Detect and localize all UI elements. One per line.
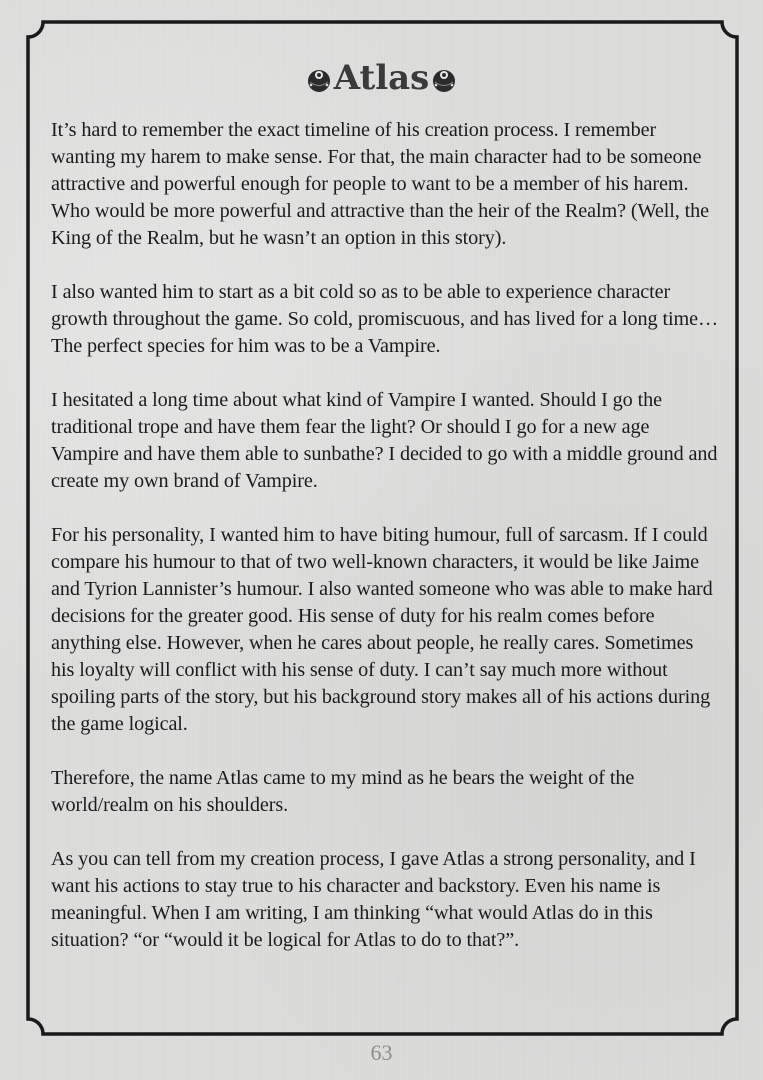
paragraph: I also wanted him to start as a bit cold so as to be able to experience character growth throughout the game. So cold, promiscuous, and has lived for a long time… The perfect species for him was to be a Vampire. <box>51 281 719 357</box>
title-text: Atlas <box>333 58 430 98</box>
paragraph: For his personality, I wanted him to have biting humour, full of sarcasm. If I could compare his humour to that of two well-known characters, it would be like Jaime and Tyrion Lannister’s humour. I also wanted someone who was able to make hard decisions for the greater good. His sense of duty for his realm comes before anything else. However, when he cares about people, he really cares. Sometimes his loyalty will conflict with his sense of duty. I can’t say much more without spoiling parts of the story, but his background story makes all of his actions during the game logical. <box>51 524 713 735</box>
page-number: 63 <box>370 1040 393 1065</box>
page-title <box>0 56 763 100</box>
body-text <box>51 117 721 981</box>
paragraph: As you can tell from my creation process, I gave Atlas a strong personality, and I want his actions to stay true to his character and backstory. Even his name is meaningful. When I am writing, I am thinking “what would Atlas do in this situation? “or “would it be logical for Atlas to do to that?”. <box>51 848 696 951</box>
paragraph: I hesitated a long time about what kind of Vampire I wanted. Should I go the traditional trope and have them fear the light? Or should I go for a new age Vampire and have them able to sunbathe? I decided to go with a middle ground and create my own brand of Vampire. <box>51 389 718 492</box>
round-ornament-icon <box>306 67 332 93</box>
round-ornament-icon <box>431 67 457 93</box>
paragraph: It’s hard to remember the exact timeline of his creation process. I remember wanting my harem to make sense. For that, the main character had to be someone attractive and powerful enough for people to want to be a member of his harem. Who would be more powerful and attractive than the heir of the Realm? (Well, the King of the Realm, but he wasn’t an option in this story). <box>51 119 709 249</box>
paragraph: Therefore, the name Atlas came to my mind as he bears the weight of the world/realm on his shoulders. <box>51 767 635 816</box>
